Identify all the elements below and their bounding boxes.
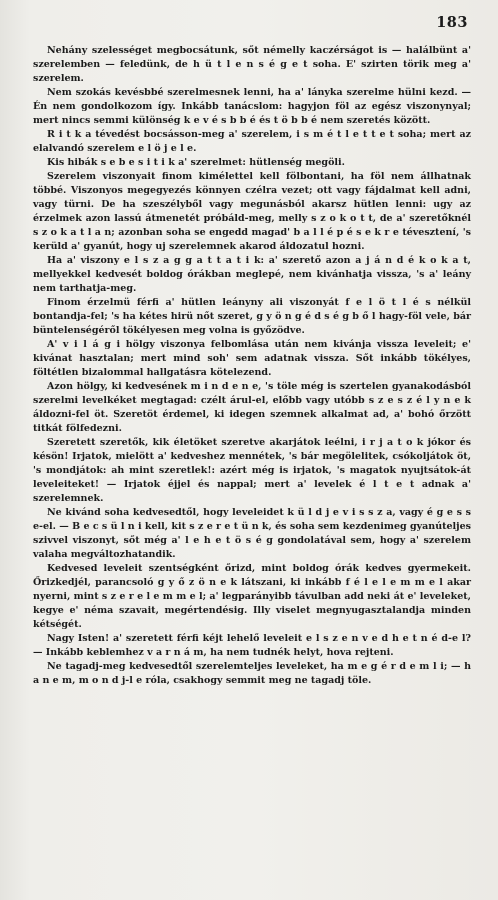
paragraph: Ha a' viszony e l s z a g g a t t a t i k: a' szerető azon a j á n d é k o k a t, mellyekkel kedvesét boldog órákban meglepé, nem kivánhatja vissza, 's a' leány nem tarthatja-meg.	[33, 255, 471, 294]
body-text	[33, 44, 471, 688]
paragraph: Kedvesed leveleit szentségként őrizd, mint boldog órák kedves gyermekeit. Őrizkedjél, parancsoló g y ő z ö n e k látszani, ki inkább f é l e l e m m e l akar nyerni, mint s z e r e l e m m e l; a' legparányibb távulban add neki át e' leveleket, kegye e' néma szavait, megértendésig. Illy viselet megnyugasztalandja minden kétségét.	[33, 563, 471, 630]
paragraph: Ne tagadj-meg kedvesedtől szerelemteljes leveleket, ha m e g é r d e m l i; — h a n e m, m o n d j-l e róla, csakhogy semmit meg ne tagadj töle.	[33, 661, 471, 686]
paragraph: Ne kivánd soha kedvesedtől, hogy leveleidet k ü l d j e v i s s z a, vagy é g e s s e-el. — B e c s ü l n i kell, kit s z e r e t ü n k, és soha sem kezdenimeg gyanúteljes szivvel viszonyt, sőt még a' l e h e t ö s é g gondolatával sem, hogy a' szerelem valaha megváltozhatandik.	[33, 507, 471, 560]
paragraph: A' v i l á g i hölgy viszonya felbomlása után nem kivánja vissza leveleit; e' kivánat hasztalan; mert mind soh' sem adatnak vissza. Sőt inkább tökélyes, föltétlen bizalommal hallgatásra kötelezend.	[33, 339, 471, 378]
paragraph: Nagy Isten! a' szeretett férfi kéjt lehelő leveleit e l s z e n v e d h e t n é d-e l? — Inkább keblemhez v a r n á m, ha nem tudnék helyt, hova rejteni.	[33, 633, 471, 658]
paragraph: Nem szokás kevésbbé szerelmesnek lenni, ha a' lányka szerelme hülni kezd. — Én nem gondolkozom így. Inkább tanácslom: hagyjon föl az egész viszonynyal; mert nincs semmi különség k e v é s b b é és t ö b b é nem szeretés között.	[33, 87, 471, 126]
paragraph: Nehány szelességet megbocsátunk, sőt némelly kaczérságot is — halálbünt a' szerelemben — feledünk, de h ü t l e n s é g e t soha. E' szirten törik meg a' szerelem.	[33, 45, 471, 84]
paragraph: Szerelem viszonyait finom kimélettel kell fölbontani, ha föl nem állhatnak többé. Viszonyos megegyezés könnyen czélra vezet; ott vagy fájdalmat kell adni, vagy türni. De ha szeszélyből vagy megunásból akarsz hütlen lenni: ugy az érzelmek azon lassú átmenetét próbáld-meg, melly s z o k o t t, de a' szeretőknél s z o k a t l a n; azonban soha se engedd magad' b a l l é p é s e k r e tévesztení, 's kerüld a' gyanút, hogy uj szerelemnek akarod áldozatul hozni.	[33, 171, 471, 252]
paragraph: R i t k a tévedést bocsásson-meg a' szerelem, i s m é t l e t t e t soha; mert az elalvandó szerelem e l ö j e l e.	[33, 129, 471, 154]
page-number: 183	[436, 14, 468, 31]
paragraph: Kis hibák s e b e s i t i k a' szerelmet: hütlenség megöli.	[47, 157, 345, 168]
paragraph: Azon hölgy, ki kedvesének m i n d e n e, 's töle még is szertelen gyanakodásból szerelmi levelkéket megtagad: czélt árul-el, előbb vagy utóbb s z e s z é l y n e k áldozni-fel öt. Szeretöt érdemel, ki idegen szemnek alkalmat ad, a' bohó őrzött titkát fölfedezni.	[33, 381, 471, 434]
paragraph: Szeretett szeretők, kik életöket szeretve akarjátok leélni, i r j a t o k jókor és késön! Irjatok, mielött a' kedveshez mennétek, 's bár megölelitek, csókoljátok öt, 's mondjátok: ah mint szeretlek!: azért még is irjatok, 's magatok nyujtsátok-át leveleiteket! — Irjatok éjjel és nappal; mert a' levelek é l t e t adnak a' szerelemnek.	[33, 437, 471, 504]
paragraph: Finom érzelmü férfi a' hütlen leányny ali viszonyát f e l ö t l é s nélkül bontandja-fel; 's ha kétes hirü nőt szeret, g y ö n g é d s é g b ő l hagy-föl vele, bár büntelenségéről tökélyesen meg volna is győzödve.	[33, 297, 471, 336]
